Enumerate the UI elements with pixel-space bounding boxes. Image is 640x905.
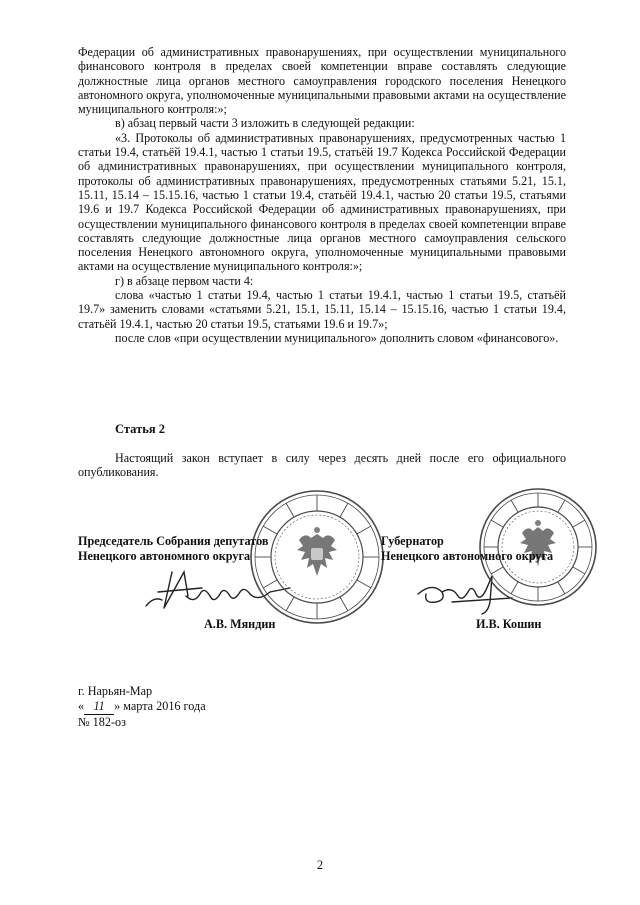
right-signatory-title (381, 534, 553, 563)
adoption-date (78, 699, 206, 715)
date-open-quote: « (78, 699, 85, 713)
article-2-text: Настоящий закон вступает в силу через десять дней после его официального опубликования. (78, 451, 566, 480)
left-title-line1: Председатель Собрания депутатов (78, 534, 269, 548)
left-signatory-title (78, 534, 269, 563)
left-title-line2: Ненецкого автономного округа (78, 548, 251, 563)
paragraph-4: г) в абзаце первом части 4: (115, 273, 254, 288)
city: г. Нарьян-Мар (78, 684, 153, 698)
law-text-body (78, 45, 566, 345)
date-month-year: » марта 2016 года (114, 699, 206, 713)
right-title-line2: Ненецкого автономного округа (381, 548, 554, 563)
right-signatory-name: И.В. Кошин (476, 617, 542, 631)
paragraph-3: «3. Протоколы об административных правонарушениях, предусмотренных частью 1 статьи 19.4, статьёй 19.4.1, частью 1 статьи 19.5, статьёй 19.7 Кодекса Российской Федерации об административных правонарушениях, при осуществлении муниципального контроля, протоколы об административных правонарушениях, предусмотренных статьями 5.21, 15.1, 15.11, 15.14 – 15.15.16, частью 1 статьи 19.4, статьёй 19.4.1, частью 20 статьи 19.5, статьями 19.6 и 19.7 Кодекса Российской Федерации об административных правонарушениях, при осуществлении муниципального финансового контроля в пределах своей компетенции вправе составлять следующие должностные лица органов местного самоуправления сельского поселения Ненецкого автономного округа, уполномоченные муниципальными правовыми актами на осуществление муниципального контроля:»; (78, 130, 566, 274)
paragraph-2: в) абзац первый части 3 изложить в следующей редакции: (115, 116, 415, 131)
page-number: 2 (316, 858, 324, 872)
document-footer (78, 684, 206, 730)
paragraph-6: после слов «при осуществлении муниципального» дополнить словом «финансового». (115, 330, 559, 345)
article-2-title: Статья 2 (115, 422, 165, 436)
left-signatory-name: А.В. Мяндин (204, 617, 276, 631)
law-number: № 182-оз (78, 715, 126, 729)
paragraph-1: Федерации об административных правонарушениях, при осуществлении муниципального финансового контроля в пределах своей компетенции вправе составлять следующие должностные лица органов местного самоуправления городского поселения Ненецкого автономного округа, уполномоченные муниципальными правовыми актами на осуществление муниципального контроля:»; (78, 45, 566, 117)
date-day: 11 (84, 699, 114, 715)
paragraph-5: слова «частью 1 статьи 19.4, частью 1 статьи 19.4.1, частью 1 статьи 19.5, статьёй 19.7» заменить словами «статьями 5.21, 15.1, 15.11, 15.14 – 15.15.16, частью 1 статьи 19.4, статьёй 19.4.1, частью 20 статьи 19.5, статьями 19.6 и 19.7»; (78, 288, 566, 331)
right-title-line1: Губернатор (381, 534, 444, 548)
